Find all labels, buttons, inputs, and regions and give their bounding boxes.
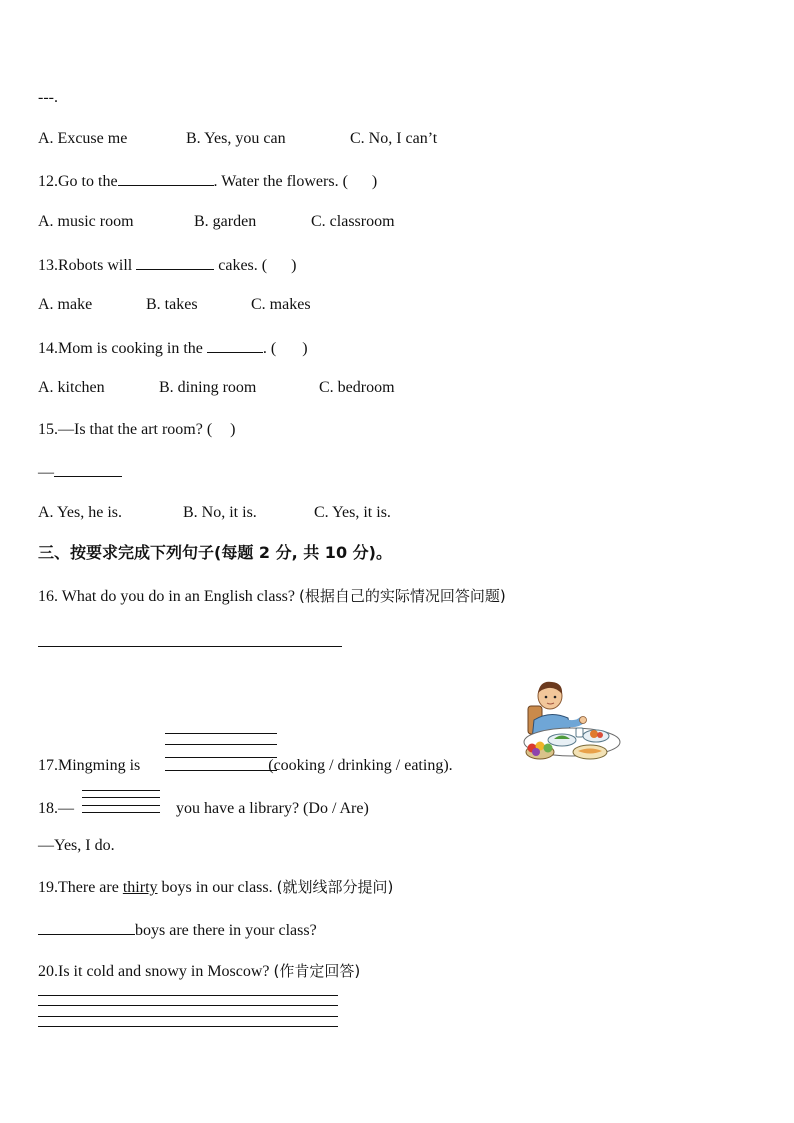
q13-answer-blank[interactable] — [136, 254, 214, 270]
q16-text: 16. What do you do in an English class? — [38, 588, 299, 605]
q14-suffix: . ( — [262, 340, 277, 357]
q18-prefix: 18.— — [38, 800, 74, 817]
q14-question — [38, 337, 308, 359]
q14-option-c[interactable]: C. bedroom — [319, 379, 395, 396]
q12-option-b[interactable]: B. garden — [194, 213, 257, 230]
q17-suffix: (cooking / drinking / eating). — [268, 757, 453, 774]
q11-tail: ---. — [38, 89, 58, 106]
q12-option-c[interactable]: C. classroom — [311, 213, 395, 230]
q12-answer-blank[interactable] — [118, 170, 214, 186]
q13-options — [38, 295, 311, 315]
q13-prefix: 13.Robots will — [38, 257, 133, 274]
q15-answer-line — [38, 461, 122, 483]
q19-prefix: 19.There are — [38, 879, 123, 896]
q18-writing-line-1[interactable] — [82, 790, 160, 791]
q14-option-b[interactable]: B. dining room — [159, 379, 257, 396]
boy-eating-illustration — [510, 676, 622, 770]
q20-text: 20.Is it cold and snowy in Moscow? — [38, 963, 274, 980]
q14-prefix: 14.Mom is cooking in the — [38, 340, 203, 357]
q18-suffix: you have a library? (Do / Are) — [176, 800, 369, 817]
q13-option-b[interactable]: B. takes — [146, 296, 198, 313]
q13-option-a[interactable]: A. make — [38, 296, 93, 313]
q15-options — [38, 503, 391, 523]
q14-paren-close: ) — [302, 340, 308, 357]
q15-question-text: 15.—Is that the art room? ( — [38, 421, 213, 438]
q12-options — [38, 212, 395, 232]
q16-answer-line[interactable] — [38, 646, 342, 647]
q19-answer-line — [38, 919, 317, 941]
q20-writing-line-3[interactable] — [38, 1016, 338, 1017]
q18-question — [38, 799, 369, 819]
q19-answer-blank[interactable] — [38, 919, 135, 935]
q11-option-a[interactable]: A. Excuse me — [38, 130, 128, 147]
q20-writing-line-4[interactable] — [38, 1026, 338, 1027]
q20-writing-line-2[interactable] — [38, 1005, 338, 1006]
q17-question — [38, 756, 453, 776]
q19-answer-suffix: boys are there in your class? — [135, 922, 317, 939]
q17-prefix: 17.Mingming is — [38, 757, 141, 774]
q14-options — [38, 378, 395, 398]
q11-options — [38, 129, 437, 149]
q15-option-b[interactable]: B. No, it is. — [183, 504, 257, 521]
q11-option-c[interactable]: C. No, I can’t — [350, 130, 438, 147]
q19-suffix: boys in our class. — [157, 879, 277, 896]
section3-heading: 三、按要求完成下列句子(每题 2 分, 共 10 分)。 — [38, 543, 392, 562]
q16-note: (根据自己的实际情况回答问题) — [299, 587, 506, 605]
q18-writing-line-2[interactable] — [82, 797, 160, 798]
q14-option-a[interactable]: A. kitchen — [38, 379, 105, 396]
q19-question — [38, 877, 393, 898]
q15-question — [38, 420, 236, 440]
q13-question — [38, 254, 296, 276]
q20-writing-line-1[interactable] — [38, 995, 338, 996]
q17-writing-line-2[interactable] — [165, 744, 277, 745]
q19-underlined-word: thirty — [122, 879, 158, 896]
q13-option-c[interactable]: C. makes — [251, 296, 311, 313]
q15-option-c[interactable]: C. Yes, it is. — [314, 504, 391, 521]
q11-option-b[interactable]: B. Yes, you can — [186, 130, 286, 147]
q16-question — [38, 586, 506, 607]
q15-paren-close: ) — [230, 421, 236, 438]
q19-note: (就划线部分提问) — [276, 878, 394, 896]
q20-question — [38, 961, 360, 982]
q20-note: (作肯定回答) — [273, 962, 361, 980]
q18-answer: —Yes, I do. — [38, 837, 115, 854]
q13-suffix: cakes. ( — [218, 257, 268, 274]
q14-answer-blank[interactable] — [207, 337, 263, 353]
q12-option-a[interactable]: A. music room — [38, 213, 134, 230]
q12-prefix: 12.Go to the — [38, 173, 118, 190]
q12-suffix: . Water the flowers. ( — [213, 173, 348, 190]
q17-writing-line-1[interactable] — [165, 733, 277, 734]
q15-option-a[interactable]: A. Yes, he is. — [38, 504, 123, 521]
q15-answer-blank[interactable] — [54, 461, 122, 477]
q15-answer-dash: — — [38, 464, 54, 481]
q13-paren-close: ) — [291, 257, 297, 274]
q12-question — [38, 170, 377, 192]
q12-paren-close: ) — [371, 173, 378, 190]
